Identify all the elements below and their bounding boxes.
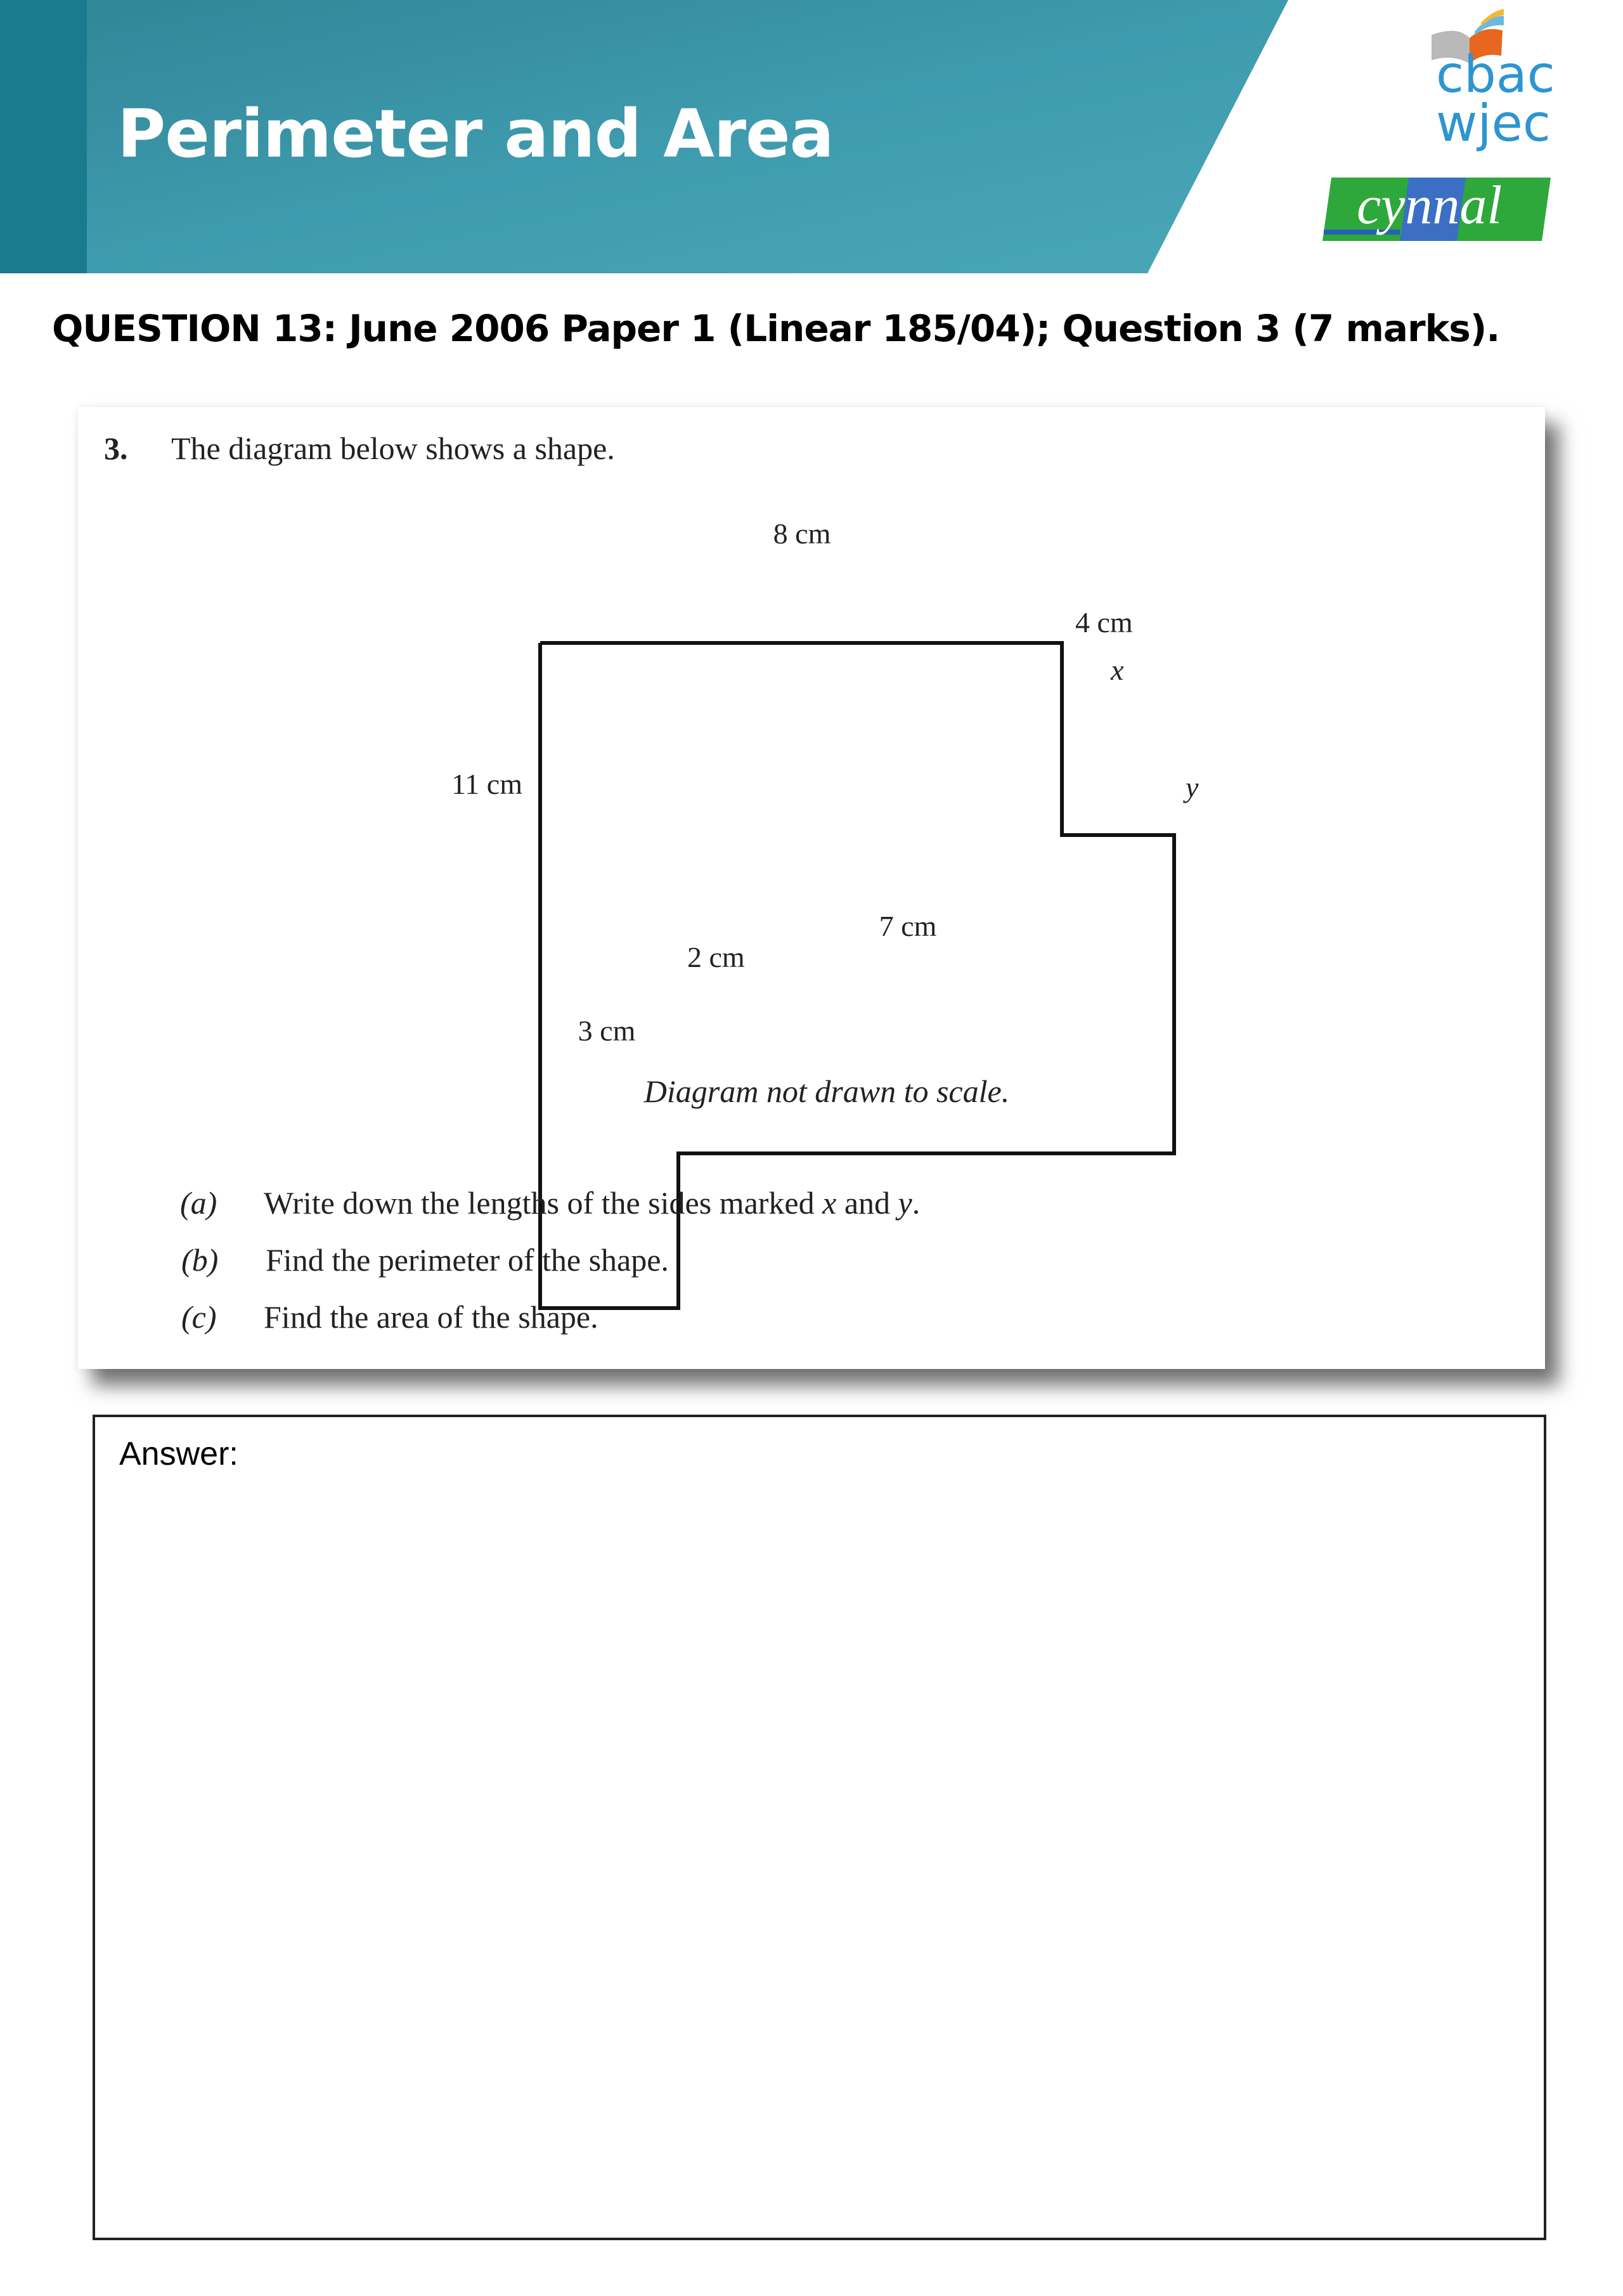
var-y: y — [898, 1185, 912, 1221]
answer-box[interactable] — [93, 1415, 1546, 2240]
label-top: 8 cm — [773, 517, 831, 550]
svg-text:cynnal: cynnal — [1357, 174, 1503, 235]
svg-text:wjec: wjec — [1436, 94, 1551, 153]
answer-label: Answer: — [119, 1436, 238, 1472]
part-a-text-end: . — [912, 1185, 921, 1221]
page-title: Perimeter and Area — [117, 95, 834, 172]
label-right-upper: 4 cm — [1075, 606, 1133, 639]
question-number: 3. — [104, 431, 128, 466]
part-b-label: (b) — [181, 1242, 219, 1278]
label-left: 11 cm — [451, 768, 522, 800]
label-inner-vertical: 2 cm — [687, 941, 745, 973]
part-c-label: (c) — [181, 1299, 217, 1335]
part-a-text — [264, 1184, 920, 1221]
label-bottom: 3 cm — [578, 1015, 636, 1047]
part-b-text: Find the perimeter of the shape. — [266, 1242, 669, 1278]
question-intro: The diagram below shows a shape. — [171, 431, 615, 466]
svg-text:cbac: cbac — [1436, 45, 1555, 104]
diagram-caption: Diagram not drawn to scale. — [643, 1073, 1010, 1109]
part-c-text: Find the area of the shape. — [264, 1299, 598, 1335]
question-heading: QUESTION 13: June 2006 Paper 1 (Linear 185/04); Question 3 (7 marks). — [52, 307, 1500, 350]
part-a-label: (a) — [180, 1185, 217, 1221]
part-a-text-start: Write down the lengths of the sides marked — [264, 1185, 823, 1221]
var-x: x — [822, 1185, 837, 1221]
part-a-text-mid: and — [836, 1185, 898, 1221]
label-y: y — [1186, 771, 1199, 803]
label-inner-horizontal: 7 cm — [879, 910, 937, 942]
label-x: x — [1111, 654, 1124, 686]
